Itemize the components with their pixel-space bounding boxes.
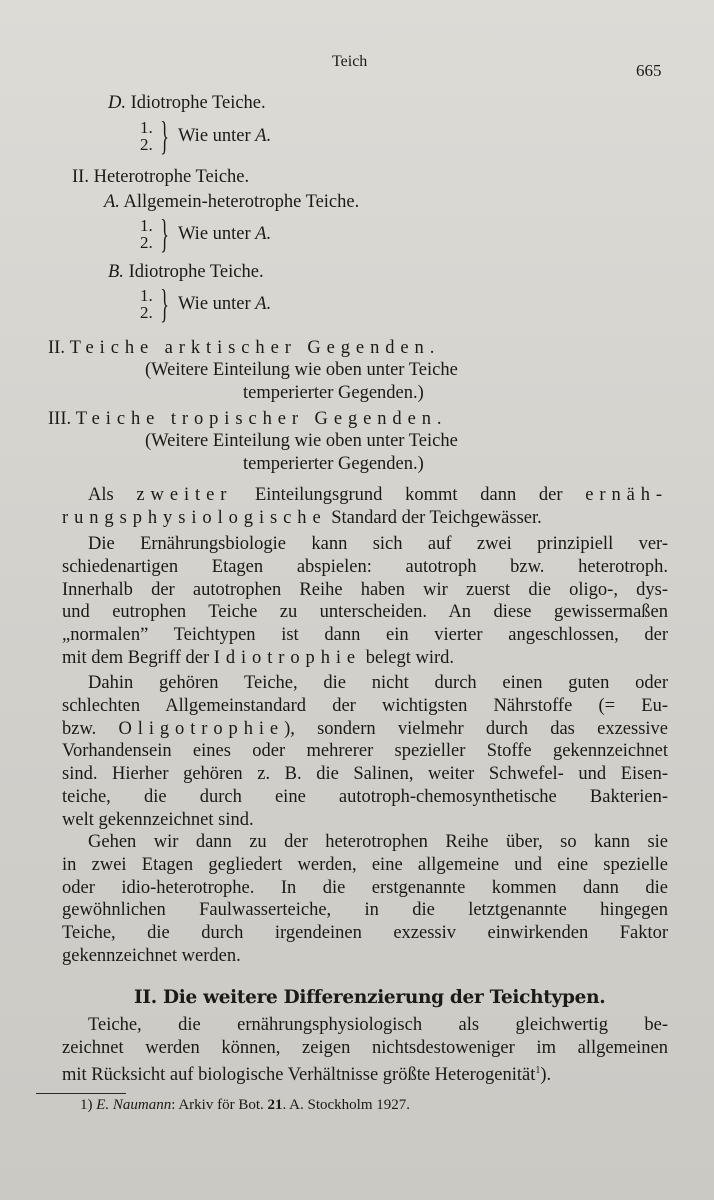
footnote-rule	[36, 1093, 126, 1094]
text-line: in zwei Etagen gegliedert werden, eine allgemeine und eine spezielle	[62, 854, 668, 875]
outline-b-brace: 1. 2. } Wie unter A.	[140, 281, 272, 326]
footnote-author: E. Naumann	[96, 1097, 172, 1113]
footnote-volume: 21	[267, 1097, 283, 1113]
text-line: gekennzeichnet werden.	[62, 945, 241, 966]
outline-ii-heterotroph: II. Heterotrophe Teiche.	[72, 167, 250, 187]
text-line: sind. Hierher gehören z. B. die Salinen, weiter Schwefel- und Eisen-	[62, 764, 668, 785]
text-line: Gehen wir dann zu der heterotrophen Reihe über, so kann sie	[88, 832, 668, 852]
text-line: Als zweiter Einteilungsgrund kommt dann der ernäh-	[88, 485, 668, 505]
paragraph-einteilungsgrund	[62, 484, 668, 530]
page-number: 665	[636, 61, 662, 80]
paragraph-teiche-gleichwertig	[62, 1014, 668, 1087]
footnote-marker: 1)	[80, 1097, 93, 1113]
text-line: bzw. Oligotrophie), sondern vielmehr durch das exzessive	[62, 718, 668, 739]
outline-arktisch: II. Teiche arktischer Gegenden.	[48, 338, 441, 358]
text-line: Die Ernährungsbiologie kann sich auf zwei prinzipiell ver-	[88, 534, 668, 554]
footnote-reference[interactable]: 1	[535, 1064, 541, 1076]
text-line: mit Rücksicht auf biologische Verhältnisse größte Heterogenität$^1$).	[62, 1064, 552, 1085]
text-line: Vorhandensein eines oder mehrerer spezieller Stoffe gekennzeichnet	[62, 741, 668, 762]
outline-d: D. Idiotrophe Teiche.	[108, 93, 266, 113]
outline-arktisch-sub2: temperierter Gegenden.)	[243, 383, 424, 403]
outline-d-brace: 1. 2. } Wie unter A.	[140, 113, 272, 158]
text-line: und eutrophen Teiche zu unterscheiden. An diese gewissermaßen	[62, 602, 668, 623]
outline-tropisch-sub2: temperierter Gegenden.)	[243, 454, 424, 474]
text-line: Teiche, die ernährungsphysiologisch als gleichwertig be-	[88, 1015, 668, 1035]
paragraph-heterotrophe-reihe	[62, 831, 668, 968]
paragraph-dahin-gehoeren	[62, 672, 668, 832]
text-line: gewöhnlichen Faulwasserteiche, in die letztgenannte hingegen	[62, 900, 668, 921]
text-line: schiedenartigen Etagen abspielen: autotroph bzw. heterotroph.	[62, 556, 668, 577]
text-line: rungsphysiologische Standard der Teichgewässer.	[62, 507, 542, 528]
text-line: Teiche, die durch irgendeinen exzessiv einwirkenden Faktor	[62, 923, 668, 944]
text-line: Dahin gehören Teiche, die nicht durch einen guten oder	[88, 673, 668, 693]
text-line: mit dem Begriff der Idiotrophie belegt wird.	[62, 647, 455, 668]
section-heading: II. Die weitere Differenzierung der Teichtypen.	[134, 987, 606, 1008]
outline-tropisch: III. Teiche tropischer Gegenden.	[48, 409, 448, 429]
outline-a-allgemein: A. Allgemein-heterotrophe Teiche.	[104, 192, 360, 212]
text-line: „normalen” Teichtypen ist dann ein vierter angeschlossen, der	[62, 625, 668, 646]
text-line: oder idio-heterotrophe. In die erstgenannte kommen dann die	[62, 877, 668, 898]
outline-b-idiotroph: B. Idiotrophe Teiche.	[108, 262, 264, 282]
footnote: 1) E. Naumann: Arkiv för Bot. 21. A. Stockholm 1927.	[80, 1097, 411, 1113]
paragraph-ernaehrungsbiologie	[62, 533, 668, 670]
outline-arktisch-sub1: (Weitere Einteilung wie oben unter Teiche	[145, 360, 458, 380]
text-line: zeichnet werden können, zeigen nichtsdestoweniger im allgemeinen	[62, 1037, 668, 1058]
text-line: Innerhalb der autotrophen Reihe haben wir zuerst die oligo-, dys-	[62, 579, 668, 600]
text-line: welt gekennzeichnet sind.	[62, 809, 254, 830]
text-line: teiche, die durch eine autotroph-chemosynthetische Bakterien-	[62, 786, 668, 807]
outline-tropisch-sub1: (Weitere Einteilung wie oben unter Teiche	[145, 431, 458, 451]
running-head: Teich	[332, 53, 368, 70]
text-line: schlechten Allgemeinstandard der wichtigsten Nährstoffe (= Eu-	[62, 695, 668, 716]
outline-a-brace: 1. 2. } Wie unter A.	[140, 211, 272, 256]
